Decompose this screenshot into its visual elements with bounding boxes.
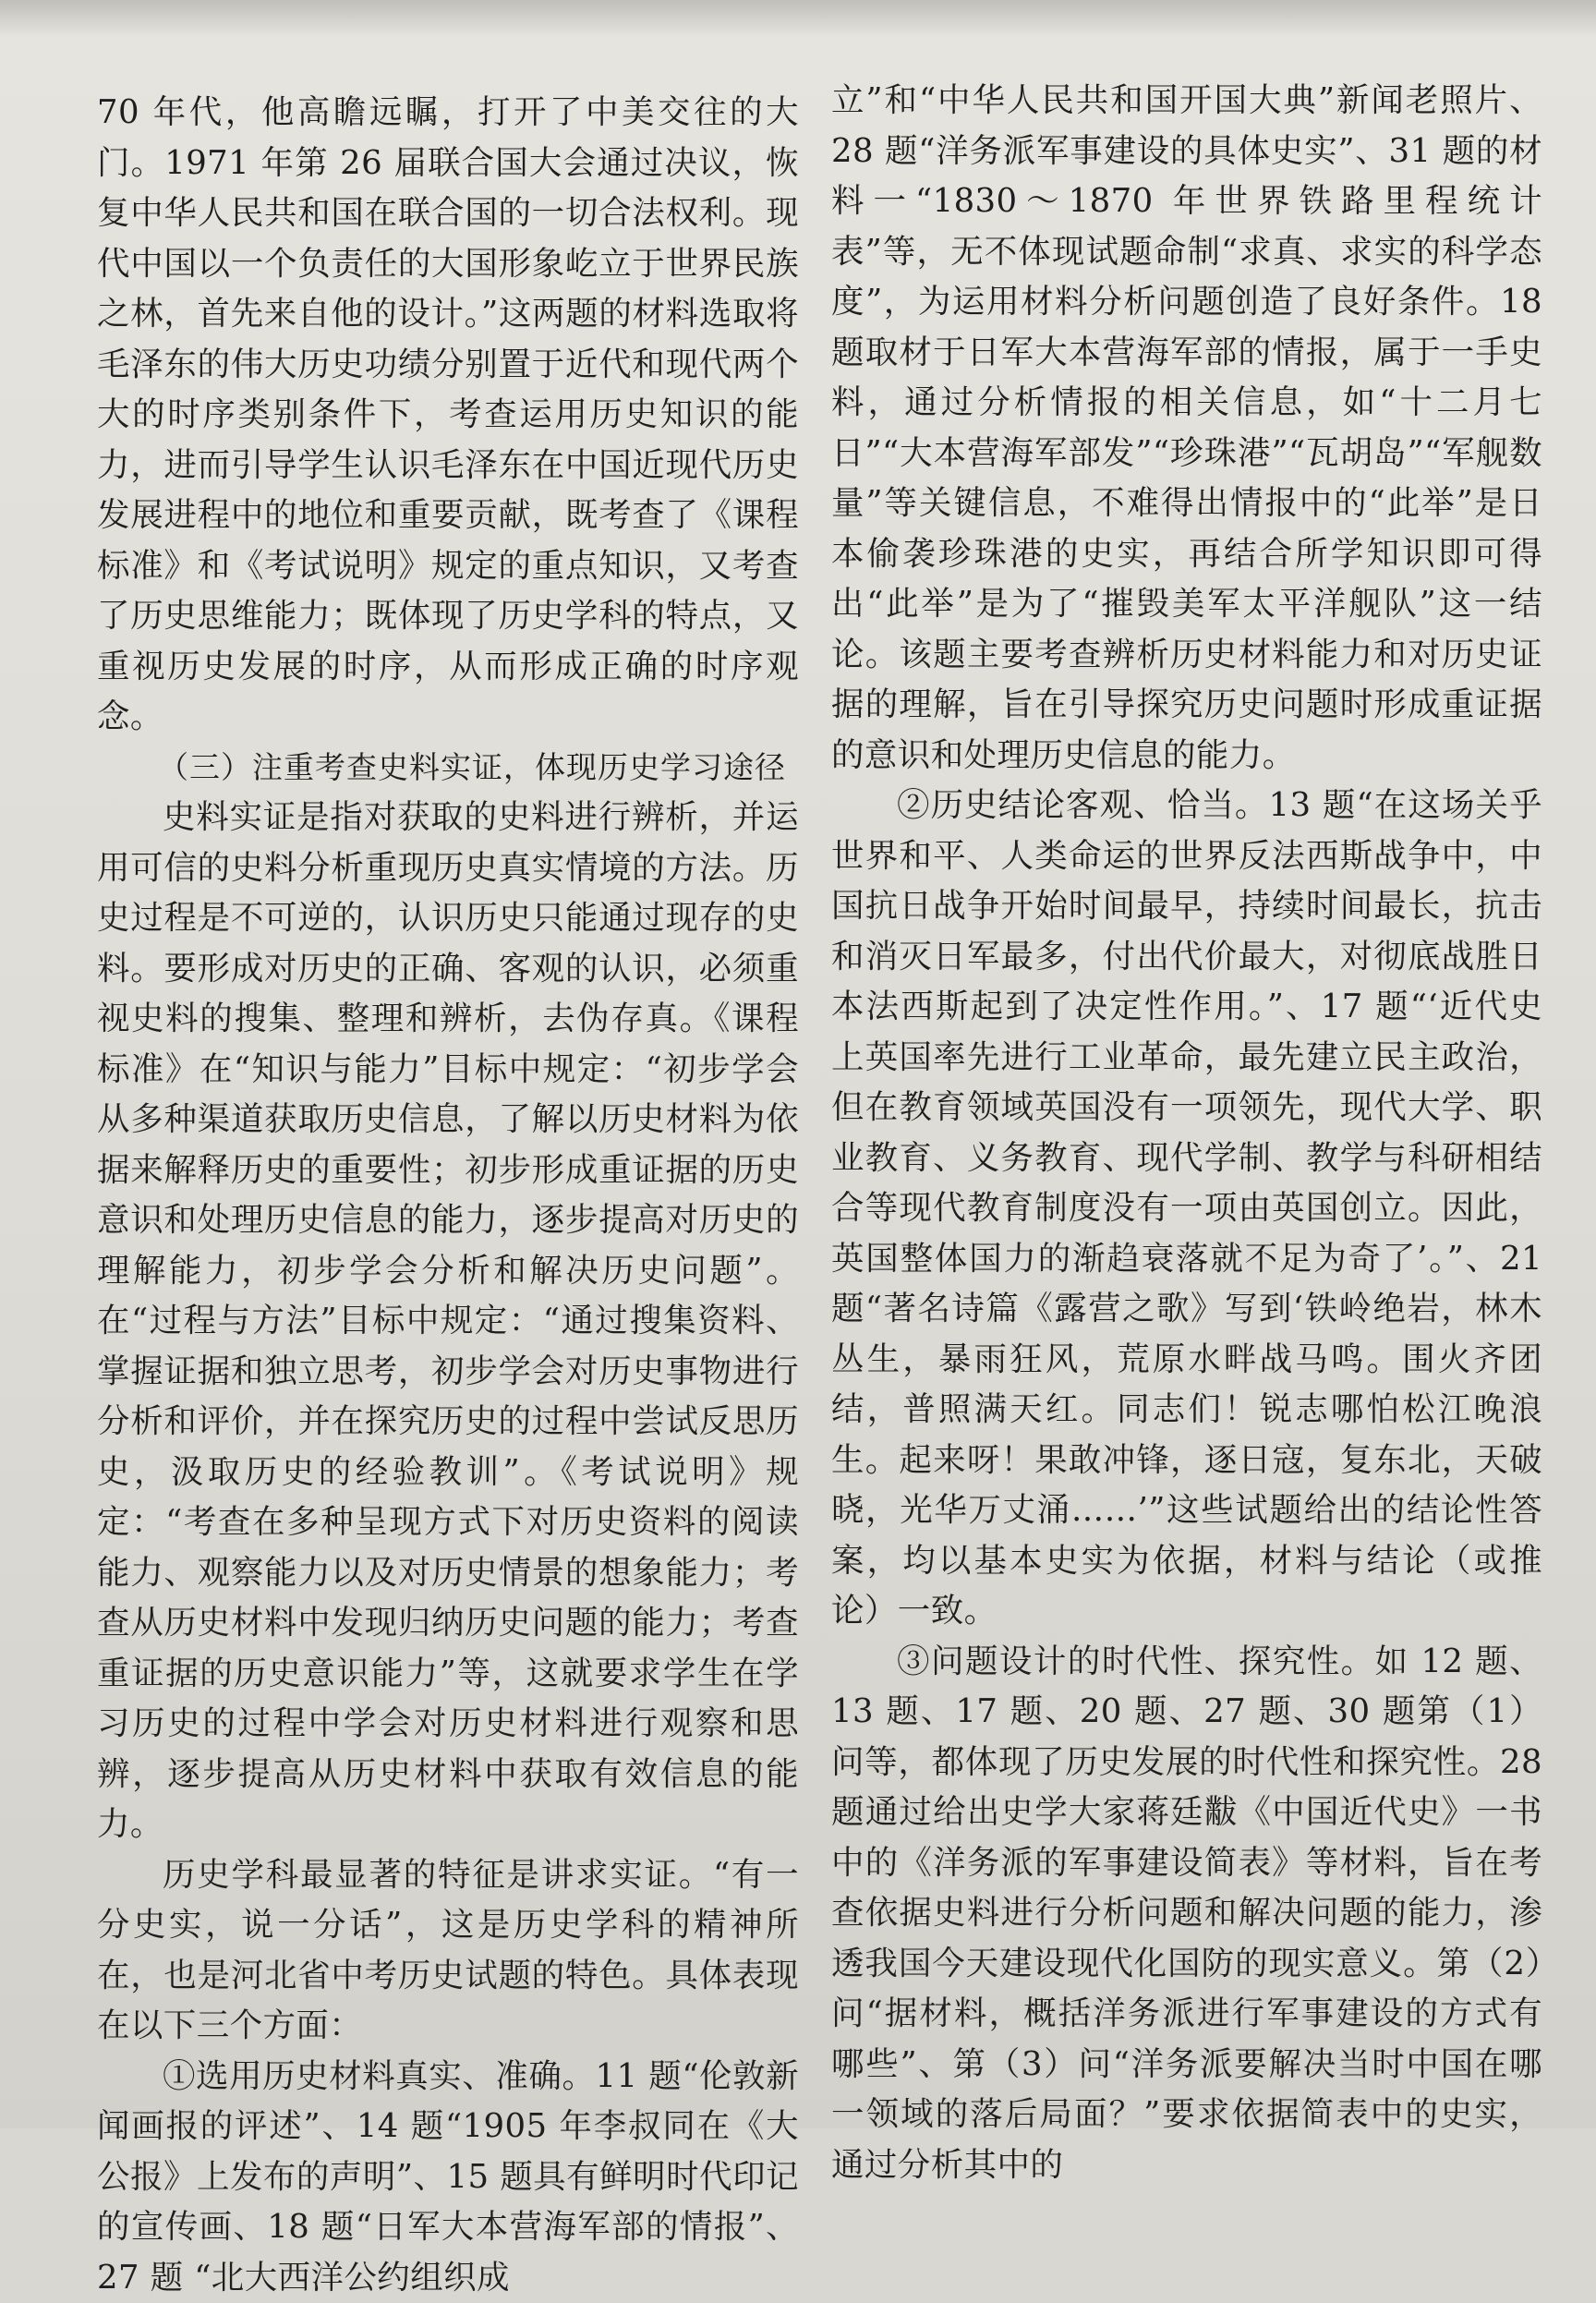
- paragraph: 历史学科最显著的特征是讲求实证。“有一分史实，说一分话”，这是历史学科的精神所在，也是河北省中考历史试题的特色。具体表现在以下三个方面：: [97, 1850, 799, 2052]
- paragraph: ③问题设计的时代性、探究性。如 12 题、13 题、17 题、20 题、27 题、30 题第（1）问等，都体现了历史发展的时代性和探究性。28 题通过给出史学大家蒋廷黻《中国近代史》一书中的《洋务派的军事建设简表》等材料，旨在考查依据史料进行分析问题和解决问题的能力，渗透我国今天建设现代化国防的现实意义。第（2）问“据材料，概括洋务派进行军事建设的方式有哪些”、第（3）问“洋务派要解决当时中国在哪一领域的落后局面？”要求依据简表中的史实，通过分析其中的: [831, 1637, 1542, 2191]
- left-column: [97, 88, 799, 2303]
- paragraph: 立”和“中华人民共和国开国大典”新闻老照片、28 题“洋务派军事建设的具体史实”、31 题的材料一“1830～1870 年世界铁路里程统计表”等，无不体现试题命制“求真、求实的科学态度”，为运用材料分析问题创造了良好条件。18 题取材于日军大本营海军部的情报，属于一手史料，通过分析情报的相关信息，如“十二月七日”“大本营海军部发”“珍珠港”“瓦胡岛”“军舰数量”等关键信息，不难得出情报中的“此举”是日本偷袭珍珠港的史实，再结合所学知识即可得出“此举”是为了“摧毁美军太平洋舰队”这一结论。该题主要考查辨析历史材料能力和对历史证据的理解，旨在引导探究历史问题时形成重证据的意识和处理历史信息的能力。: [831, 76, 1542, 781]
- paragraph: 史料实证是指对获取的史料进行辨析，并运用可信的史料分析重现历史真实情境的方法。历史过程是不可逆的，认识历史只能通过现存的史料。要形成对历史的正确、客观的认识，必须重视史料的搜集、整理和辨析，去伪存真。《课程标准》在“知识与能力”目标中规定：“初步学会从多种渠道获取历史信息，了解以历史材料为依据来解释历史的重要性；初步形成重证据的历史意识和处理历史信息的能力，逐步提高对历史的理解能力，初步学会分析和解决历史问题”。在“过程与方法”目标中规定：“通过搜集资料、掌握证据和独立思考，初步学会对历史事物进行分析和评价，并在探究历史的过程中尝试反思历史，汲取历史的经验教训”。《考试说明》规定：“考查在多种呈现方式下对历史资料的阅读能力、观察能力以及对历史情景的想象能力；考查从历史材料中发现归纳历史问题的能力；考查重证据的历史意识能力”等，这就要求学生在学习历史的过程中学会对历史材料进行观察和思辨，逐步提高从历史材料中获取有效信息的能力。: [97, 793, 799, 1850]
- section-heading: （三）注重考查史料实证，体现历史学习途径: [97, 743, 799, 794]
- right-column: [831, 76, 1542, 2190]
- paragraph: ①选用历史材料真实、准确。11 题“伦敦新闻画报的评述”、14 题“1905 年李叔同在《大公报》上发布的声明”、15 题具有鲜明时代印记的宣传画、18 题“日军大本营海军部的情报”、27 题 “北大西洋公约组织成: [97, 2052, 799, 2303]
- paragraph: ②历史结论客观、恰当。13 题“在这场关乎世界和平、人类命运的世界反法西斯战争中，中国抗日战争开始时间最早，持续时间最长，抗击和消灭日军最多，付出代价最大，对彻底战胜日本法西斯起到了决定性作用。”、17 题“‘近代史上英国率先进行工业革命，最先建立民主政治，但在教育领域英国没有一项领先，现代大学、职业教育、义务教育、现代学制、教学与科研相结合等现代教育制度没有一项由英国创立。因此，英国整体国力的渐趋衰落就不足为奇了’。”、21 题“著名诗篇《露营之歌》写到‘铁岭绝岩，林木丛生，暴雨狂风，荒原水畔战马鸣。围火齐团结，普照满天红。同志们！锐志哪怕松江晚浪生。起来呀！果敢冲锋，逐日寇，复东北，天破晓，光华万丈涌……’”这些试题给出的结论性答案，均以基本史实为依据，材料与结论（或推论）一致。: [831, 781, 1542, 1637]
- paragraph: 70 年代，他高瞻远瞩，打开了中美交往的大门。1971 年第 26 届联合国大会通过决议，恢复中华人民共和国在联合国的一切合法权利。现代中国以一个负责任的大国形象屹立于世界民族之林，首先来自他的设计。”这两题的材料选取将毛泽东的伟大历史功绩分别置于近代和现代两个大的时序类别条件下，考查运用历史知识的能力，进而引导学生认识毛泽东在中国近现代历史发展进程中的地位和重要贡献，既考查了《课程标准》和《考试说明》规定的重点知识，又考查了历史思维能力；既体现了历史学科的特点，又重视历史发展的时序，从而形成正确的时序观念。: [97, 88, 799, 743]
- page-shadow: [0, 0, 1596, 37]
